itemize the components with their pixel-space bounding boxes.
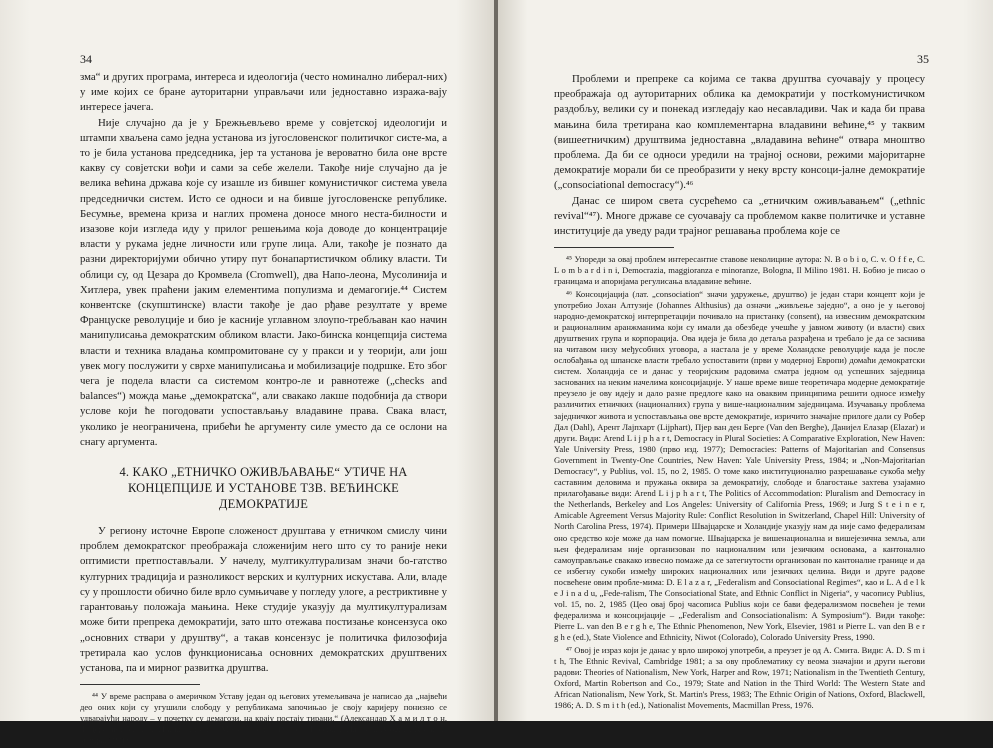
footnote-divider (80, 684, 200, 685)
paragraph: Данас се широм света сусрећемо са „етничким оживљавањем“ („ethnic revival“⁴⁷). Многе државе се суочавају са проблемом какве политичке и уставне институције да уведу ради трајног решавања проблема које се (554, 194, 925, 238)
page-number: 35 (917, 52, 929, 66)
left-page-body (80, 70, 447, 748)
footnote: ⁴⁷ Овој је израз који је данас у врло широкој употреби, а преузет је од А. Смита. Види: А. D. S m i t h, The Ethnic Revival, Cambridge 1981; а за ову проблематику су веома значајни и други његови радови: Theories of Nationalism, New York, Harper and Row, 1971; Nationalism in the Twentieth Century, Oxford, Martin Robertson and Co., 1979; State and Nation in the Third World: The Western State and African Nationalism, New York, St. Martin's Press, 1983; The Ethnic Origin of Nations, Oxford, Blackwell, 1986; A. D. S m i t h (ed.), Nationalist Movements, Macmillan Press, 1976. (554, 644, 925, 710)
right-page-body (554, 72, 925, 712)
paragraph: Није случајно да је у Брежњевљево време у совјетској идеологији и штампи хваљена само једна установа из југословенског политичког систе-ма, а то је била установа председника, јер та установа је вероватно била оне врсте какву су совјетски вођи и сами за себе желели. Такође није случајно да је велика већина држава које су изашле из бившег комунистичког система увела председнички систем. Исто се односи и на бивше југословенске републике. Бесумње, времена криза и наглих промена доносе много неста-билности и изазове који изгледа иду у прилог решењима која доводе до концентрације власти у рукама једне личности или групе лица. Али, такође је познато да разни директоријуми обично утиру пут бонапартистичком облику власти. Ти облици су, од Цезара до Кромвела (Cromwell), два Напо-леона, Мусолинија и Хитлера, увек праћени јаким елементима популизма и демагогије.⁴⁴ Систем конвентске (скупштинске) власти такође је дао рђаве резултате у време Француске револуције и био је касније углавном злоупо-требљаван као начин манипулисања демократским обликом власти. Јако-бинска концепција система власти и техника владања компромитоване су у пракси и у теорији, али још увек могу послужити у сврхе манипулисања и мобилизације подршке. Ето због чега је подела власти са системом контро-ле и равнотеже („checks and balances“) можда мање „демократска“, али свакако лакше подобнија да створи услове који ће погодовати успостављању владавине права. Свака власт, уколико је неограничена, прибећи ће аргументу силе уместо да се ослони на снагу аргумента. (80, 116, 447, 448)
left-page (0, 0, 496, 746)
footnote-divider (554, 247, 674, 248)
paragraph: Проблеми и препреке са којима се таква друштва суочавају у процесу преображаја од ауторитарних облика ка демократији у постkомунистичком раздобљу, велики су и понекад изгледају као несавладиви. Чак и када би права мањина била третирана као комплементарна владавини већине,⁴⁵ у таквим (вишеетничким) друштвима једноставна „владавина већине“ отвара мноштво проблема. Да би се односи уредили на трајној основи, режими мајоритарне демократије морали би се преобразити у неку врсту консоци-јалне демократије („consociational democracy“).⁴⁶ (554, 73, 925, 192)
page-number: 34 (80, 52, 92, 66)
footnote: ⁴⁶ Консоцијација (лат. „consociation“ значи удружење, друштво) је један стари концепт који је употребио Јохан Алтузије (Johannes Althusius) да означи „живљење заједно“, а оно је у његовој народно-демократској интерпретацији почивало на пристанку (consent), на извесним демократским и рационалним аранжманима који су имали да обезбеде учешће у јавном животу (и власти) свих друштвених група и корпорација. Ова идеја је била до детаља разрађена и требало је да се заснива на читавом низу међусобних уговора, а настала је у време Холандске револуције када је после ослобађања од шпанске власти требало успоставити (први у модерној Европи) домаћи демократски систем. Холандија се и данас у теоријским радовима сматра једном од успешних заједница заснованих на неким начелима консоцијације. У наше време више теоретичара модерне демократије преузело је ову идеју и дало разне предлоге како на оваквим принципима решити односе између различитих етничких (националних) група у више-националним заједницама. Изучавању проблема заједничког живота и успостављања ове врсте демократије, изричито значајне прилоге дали су Робер Дал (Dahl), Арент Лајпхарт (Lijphart), Пјер ван ден Берге (Van den Berghe), Данијел Елазар (Elazar) и други. Види: Arend L i j p h a r t, Democracy in Plural Societies: A Comparative Exploration, New Haven: Yale University Press, 1980 (прво изд. 1977); Democracies: Patterns of Majoritarian and Consensus Government in Twenty-One Countries, New Haven: Yale University Press, 1984; и „Non-Majoritarian Democracy“, у Publius, vol. 15, no 2, 1985. О томе како институционално разрешавање сукоба међу саставним деловима и пружања оквира за демократију, слободе и благостање захтева узајамно прилагођавање види: Arend L i j p h a r t, The Politics of Accommodation: Pluralism and Democracy in the Netherlands, Berkeley and Los Angeles: University of California Press, 1969; и Jurg S t e i n e r, Amicable Agreement Versus Majority Rule: Conflict Resolution in Switzerland, Chapel Hill: University of North Carolina Press, 1974). Примери Швајцарске и Холандије указују нам да није само федерализам оно средство које може да нам помогне. Швајцарска је вишенационална и вишејезична земља, али њен федерализам није организован по националним или језичким основама, а кантонално самоуправљање свакако извесно помаже да се затегнутости организован по кантоналне границе и да се избегну сукоби између широких националних или језичких целина. Види и друге радове посвећене овим пробле-мима: D. E l a z a r, „Federalism and Consociational Regimes“, као и L. A d e l k e J i n a d u, „Fede-ralism, The Consociational State, and Ethnic Conflict in Nigeria“, у часопису Publius, vol. 15, no. 2, 1985 (Цео овај број часописа Publius који се бави федерализмом посвећен је теми федерализма и консоцијације – „Federalism and Consociationalism: A Symposium“). Види такође: Pierre L. van den B e r g h e, The Ethnic Phenomenon, New York, Elsevier, 1981 и Pierre L. van den B e r g h e (ed.), State Violence and Ethnicity, Niwot (Colorado), Colorado University Press, 1990. (554, 288, 925, 643)
footnotes (80, 691, 447, 746)
paragraph: зма“ и других програма, интереса и идеологија (често номинално либерал-них) у име којих се бране ауторитарни управљачи или једноставно изража-вају интересе јачега. (80, 71, 447, 114)
footnote: ⁴⁵ Упореди за овај проблем интересантне ставове неколицине аутора: N. B o b i o, C. v. O f f e, C. L o m b a r d i n i, Democrazia, maggioranza e minoranze, Bologna, Il Milino 1981. Н. Бобио је писао о границама и апоријама регулисања владавине већине. (554, 254, 925, 287)
footnotes (554, 254, 925, 711)
paragraph: У региону источне Европе сложеност друштава у етничком смислу чини проблем демократског преображаја сложенијим него што су то раније неки оптимисти претпостављали. У начелу, мултикултурализам значи бо-гатство културних традиција и разноликост верских и културних искустава. Али, владе су у прошлости обично биле врло сумњичаве у погледу улоге, а рестриктивне у гарантовању положаја мањина. Неке студије указују да мултикултурализам може бити препрека демократији, зато што отежава постизање консензуса око „основних ствари у друштву“, а такав консензус је политичка филозофија третирала као услов функционисања основних демократских друштвених установа, па и мирног развитка друштва. (80, 525, 447, 674)
right-page (498, 0, 993, 721)
footnote: ⁴⁴ У време расправа о америчком Уставу један од његових утемељивача је написао да „највећи део оних који су угушили слободу у републикама започињао је своју каријеру понизно се удварајући народу – у почетку су демагози, на крају постају тирани.“ (Александар Х а м и л т о н, Федералист бр. 1; в. H a m i l t o n – M e d i s o n – D ж е j, Federalistički spisi, Beograd, Radnička štampa, 1981). (80, 691, 447, 746)
section-heading: 4. КАКО „ЕТНИЧКО ОЖИВЉАВАЊЕ“ УТИЧЕ НА КОНЦЕПЦИЈЕ И УСТАНОВЕ ТЗВ. ВЕЋИНСКЕ ДЕМОКРАТИЈЕ (119, 465, 408, 512)
